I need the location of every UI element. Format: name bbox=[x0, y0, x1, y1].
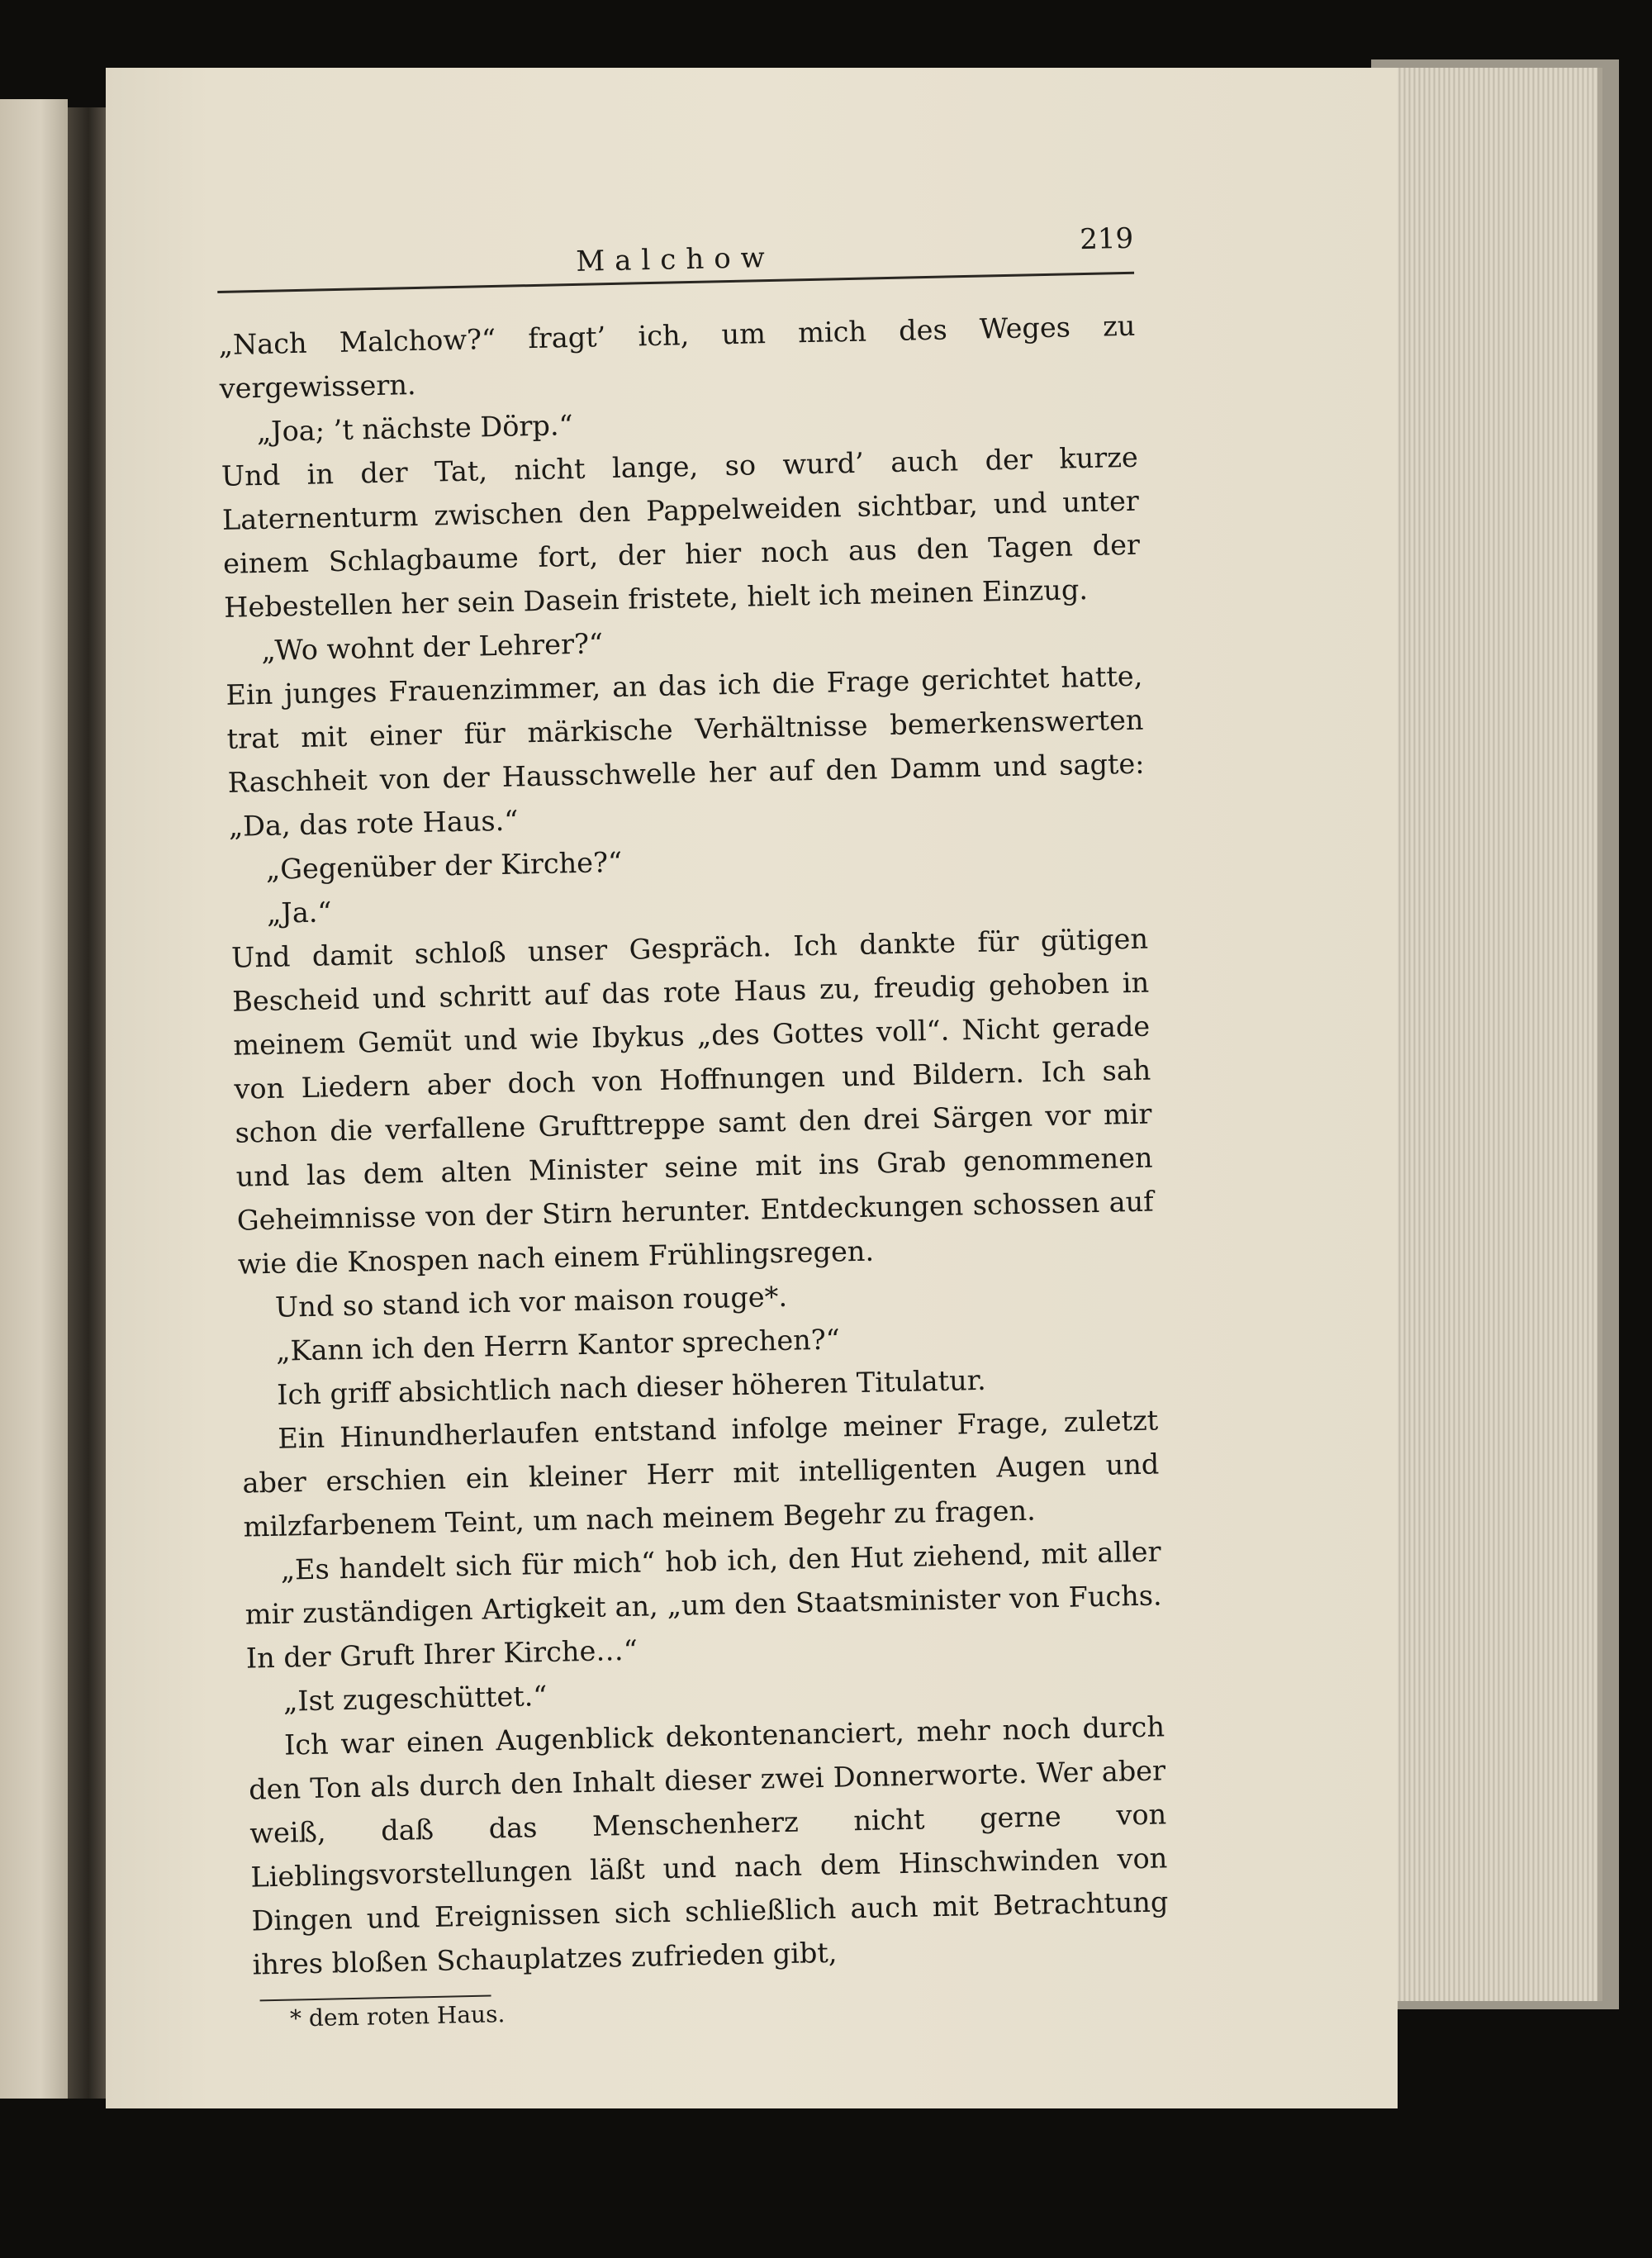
paragraph: Ein junges Frauenzimmer, an das ich die Frage gerichtet hatte, trat mit einer für märkische Verhältnisse bemerkenswerten Raschheit von der Hausschwelle her auf den Damm und sagte: „Da, das rote Haus.“ bbox=[225, 659, 1145, 843]
facing-page-edge bbox=[0, 99, 68, 2099]
paragraph: Und so stand ich vor maison rouge*. bbox=[274, 1280, 788, 1324]
paragraph: Und in der Tat, nicht lange, so wurd’ auch der kurze Laternenturm zwischen den Pappelweiden sichtbar, und unter einem Schlagbaume fort, der hier noch aus den Tagen der Hebestellen her sein Dasein fristete, hielt ich meinen Einzug. bbox=[221, 440, 1141, 624]
paragraph: „Gegenüber der Kirche?“ bbox=[265, 845, 623, 886]
book-gutter bbox=[68, 107, 109, 2099]
body-text bbox=[218, 304, 1170, 1987]
footnote: * dem roten Haus. bbox=[289, 2000, 506, 2032]
paragraph: „Joa; ’t nächste Dörp.“ bbox=[256, 409, 574, 449]
page-content bbox=[216, 222, 1170, 2038]
paragraph: Ich war einen Augenblick dekontenanciert, mehr noch durch den Ton als durch den Inhalt dieser zwei Donnerworte. Wer aber weiß, daß das Menschenherz nicht gerne von Lieblingsvorstellungen läßt und nach dem Hinschwinden von Dingen und Ereignissen sich schließlich auch mit Betrachtung ihres bloßen Schauplatzes zufrieden gibt, bbox=[248, 1710, 1169, 1981]
page-block-edge bbox=[1396, 68, 1602, 2001]
paragraph: „Wo wohnt der Lehrer?“ bbox=[260, 627, 604, 667]
paragraph: „Ja.“ bbox=[266, 896, 332, 929]
page-number: 219 bbox=[1079, 221, 1134, 257]
paragraph: Ich griff absichtlich nach dieser höheren Titulatur. bbox=[276, 1363, 987, 1411]
paragraph: „Ist zugeschüttet.“ bbox=[282, 1680, 548, 1718]
paragraph: Und damit schloß unser Gespräch. Ich dankte für gütigen Bescheid und schritt auf das rote Haus zu, freudig gehoben in meinem Gemüt und wie Ibykus „des Gottes voll“. Nicht gerade von Liedern aber doch von Hoffnungen und Bildern. Ich sah schon die verfallene Grufttreppe samt den drei Särgen vor mir und las dem alten Minister seine mit ins Grab genommenen Geheimnisse von der Stirn herunter. Entdeckungen schossen auf wie die Knospen nach einem Frühlingsregen. bbox=[230, 922, 1154, 1281]
paragraph: „Nach Malchow?“ fragt’ ich, um mich des Weges zu vergewissern. bbox=[218, 309, 1136, 405]
paragraph: „Kann ich den Herrn Kantor sprechen?“ bbox=[275, 1323, 841, 1367]
paragraph: Ein Hinundherlaufen entstand infolge meiner Frage, zuletzt aber erschien ein kleiner Herr mit intelligenten Augen und milzfarbenem Teint, um nach meinem Begehr zu fragen. bbox=[242, 1404, 1160, 1543]
running-head: Malchow bbox=[575, 240, 776, 278]
paragraph: „Es handelt sich für mich“ hob ich, den Hut ziehend, mit aller mir zuständigen Artigkeit an, „um den Staatsminister von Fuchs. In der Gruft Ihrer Kirche…“ bbox=[244, 1535, 1162, 1675]
